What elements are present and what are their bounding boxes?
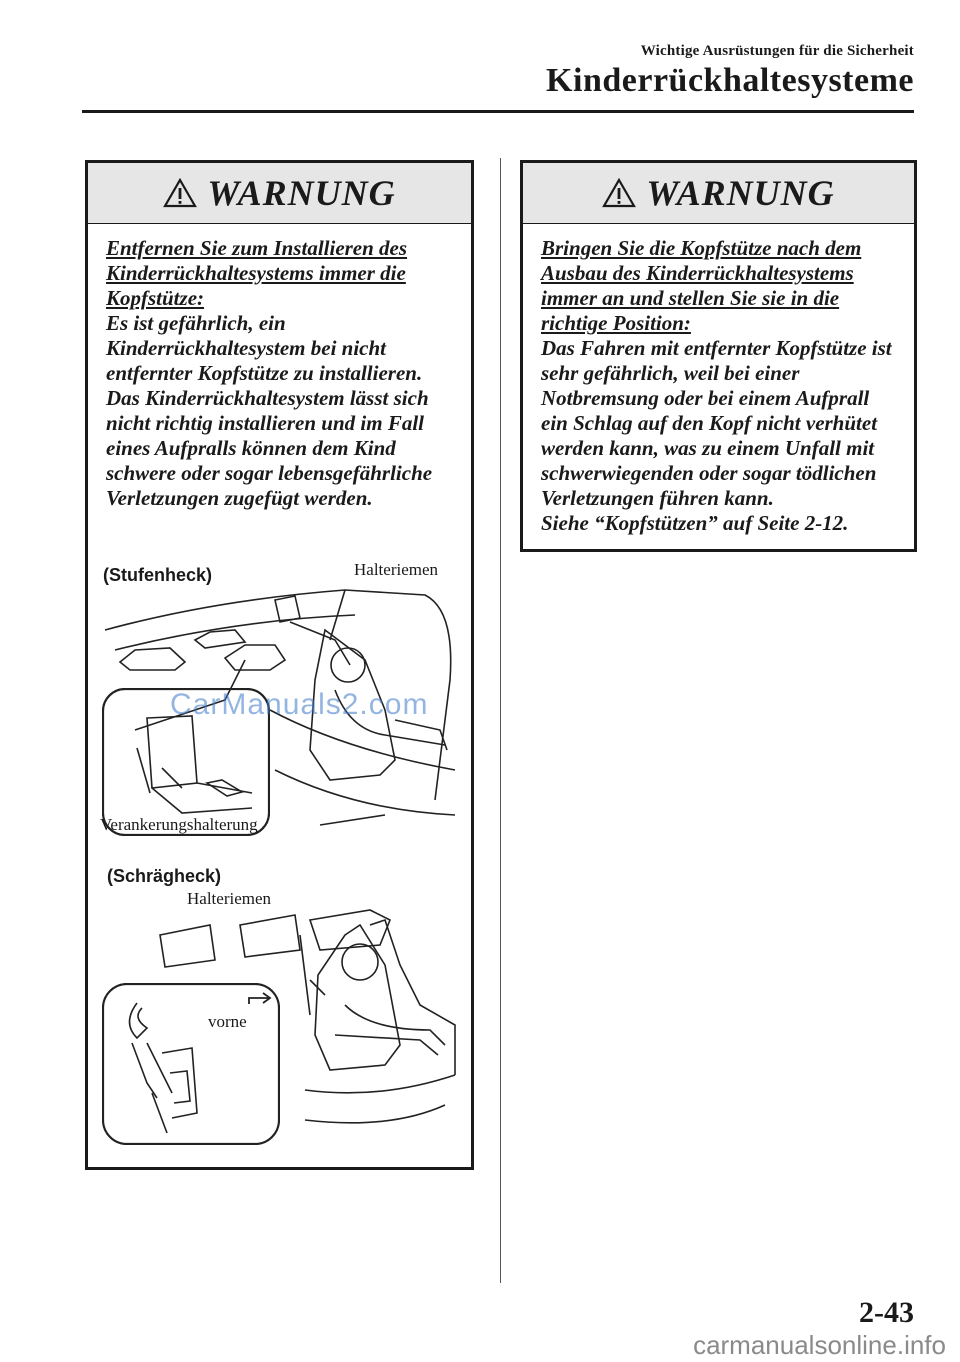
warning-triangle-icon — [602, 178, 636, 208]
warning-header — [523, 163, 914, 224]
warning-title: WARNUNG — [646, 173, 835, 213]
column-divider — [500, 158, 501, 1283]
warning-triangle-icon — [163, 178, 197, 208]
header-rule — [82, 110, 914, 113]
footer-url[interactable]: carmanualsonline.info — [693, 1330, 946, 1360]
arrow-right-icon — [247, 990, 273, 1008]
warning-instruction: Entfernen Sie zum Installieren des Kinderrückhaltesystems immer die Kopfstütze: — [106, 236, 408, 310]
warning-explanation: Das Fahren mit entfernter Kopfstütze ist sehr gefährlich, weil bei einer Notbremsung oder bei einem Aufprall ein Schlag auf den Kopf nicht verhütet werden kann, was zu einem Unfall mit schwerwiegenden oder sogar tödlichen Verletzungen führen kann. — [541, 336, 892, 510]
page-number: 2-43 — [859, 1296, 914, 1329]
sedan-caption: (Stufenheck) — [103, 565, 213, 585]
warning-body — [523, 224, 914, 536]
page-title: Kinderrückhaltesysteme — [546, 62, 914, 99]
sedan-label-strap: Halteriemen — [354, 560, 439, 579]
warning-title: WARNUNG — [207, 173, 396, 213]
watermark: CarManuals2.com — [170, 688, 429, 721]
header-section-title: Wichtige Ausrüstungen für die Sicherheit — [640, 43, 914, 59]
hatch-label-front: vorne — [208, 1012, 247, 1031]
warning-instruction: Bringen Sie die Kopfstütze nach dem Ausbau des Kinderrückhaltesystems immer an und stellen Sie sie in die richtige Position: — [541, 236, 862, 335]
warning-box-right — [520, 160, 917, 552]
sedan-label-anchor: Verankerungshalterung — [100, 815, 258, 834]
warning-explanation: Es ist gefährlich, ein Kinderrückhaltesystem bei nicht entfernter Kopfstütze zu installieren. Das Kinderrückhaltesystem lässt sich nicht richtig installieren und im Fall eines Aufpralls können dem Kind schwere oder sogar lebensgefährliche Verletzungen zugefügt werden. — [106, 311, 433, 510]
warning-header — [88, 163, 471, 224]
warning-reference: Siehe “Kopfstützen” auf Seite 2-12. — [541, 511, 849, 535]
hatch-caption: (Schrägheck) — [107, 866, 222, 886]
hatch-label-strap: Halteriemen — [187, 889, 272, 908]
warning-body — [88, 224, 471, 511]
